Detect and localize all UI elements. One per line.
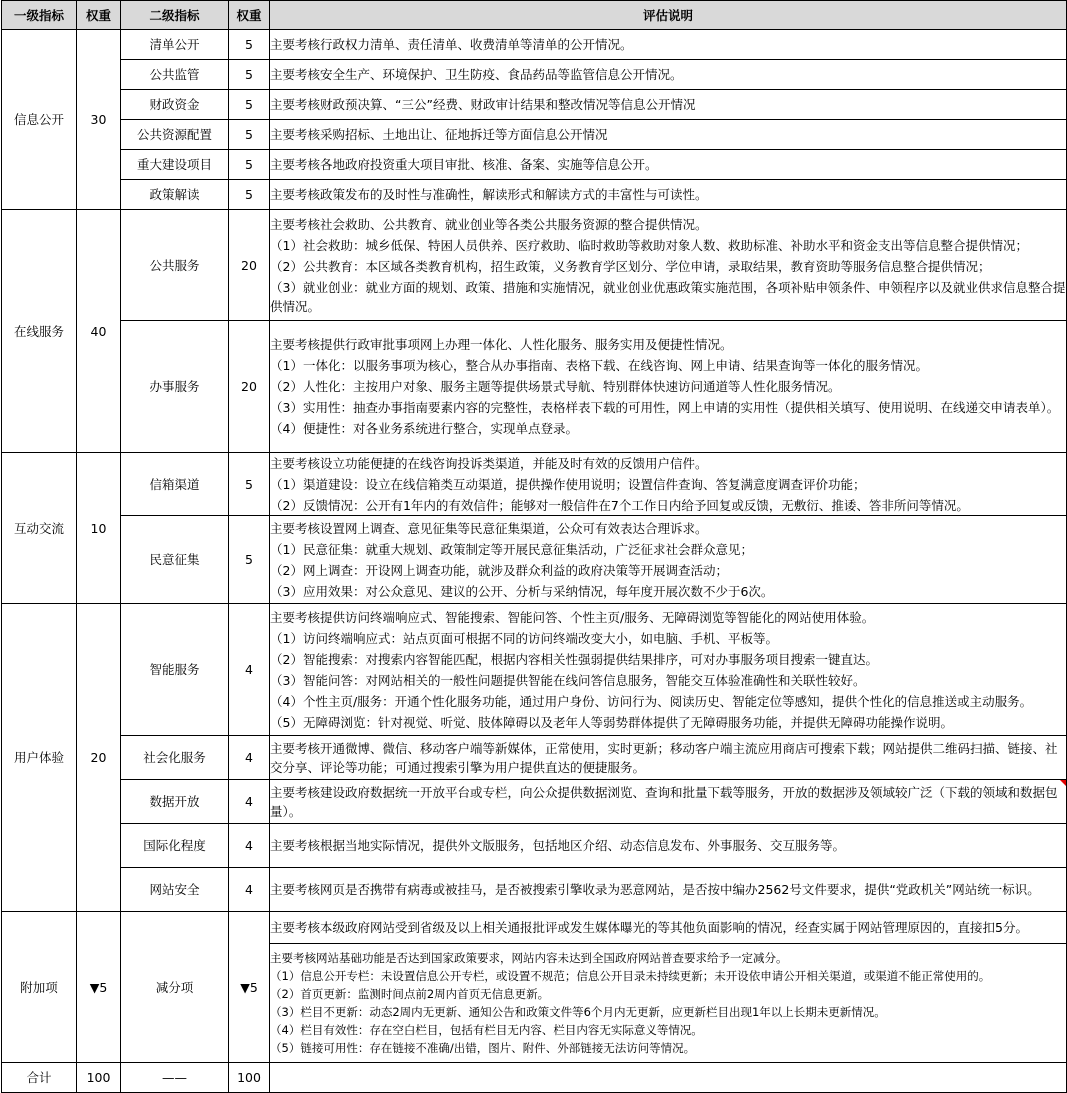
desc-line: （5）无障碍浏览：针对视觉、听觉、肢体障碍以及老年人等弱势群体提供了无障碍服务功能，并提供无障碍功能操作说明。 xyxy=(270,714,953,730)
desc-line: 主要考核开通微博、微信、移动客户端等新媒体，正常使用，实时更新；移动客户端主流应用商店可搜索下载；网站提供二维码扫描、链接、社交分享、评论等功能；可通过搜索引擎为用户提供直达的便捷服务。 xyxy=(270,740,1058,775)
desc-line: 主要考核提供行政审批事项网上办理一体化、人性化服务、服务实用及便捷性情况。 xyxy=(270,337,733,352)
desc-cell xyxy=(270,321,1067,453)
desc-cell xyxy=(270,604,1067,736)
level2-weight-cell: 4 xyxy=(229,736,270,780)
desc-line: （2）人性化：主按用户对象、服务主题等提供场景式导航、特别群体快速访问通道等人性化服务情况。 xyxy=(270,379,841,394)
desc-line: 主要考核设立功能便捷的在线咨询投诉类渠道，并能及时有效的反馈用户信件。 xyxy=(270,455,708,471)
desc-cell xyxy=(270,453,1067,516)
total-weight1: 100 xyxy=(77,1063,121,1093)
desc-cell xyxy=(270,150,1067,180)
desc-cell xyxy=(270,780,1067,824)
table-row xyxy=(2,453,1067,516)
desc-line: （2）智能搜索：对搜索内容智能匹配，根据内容相关性强弱提供结果排序，可对办事服务项目搜索一键直达。 xyxy=(270,651,878,667)
total-weight2: 100 xyxy=(229,1063,270,1093)
header-weight1: 权重 xyxy=(77,1,121,30)
level2-cell: 重大建设项目 xyxy=(121,150,229,180)
level1-weight-cell: 20 xyxy=(77,604,121,912)
table-row xyxy=(2,736,1067,780)
desc-line: （1）渠道建设：设立在线信箱类互动渠道，提供操作使用说明；设置信件查询、答复满意度调查评价功能； xyxy=(270,476,866,492)
table-row xyxy=(2,321,1067,453)
header-weight2: 权重 xyxy=(229,1,270,30)
desc-line: （2）反馈情况：公开有1年内的有效信件；能够对一般信件在7个工作日内给予回复或反馈，无敷衍、推诿、答非所问等情况。 xyxy=(270,497,969,513)
desc-cell xyxy=(270,90,1067,120)
level1-cell: 在线服务 xyxy=(2,210,77,453)
desc-cell xyxy=(270,736,1067,780)
extra-desc-b xyxy=(270,944,1067,1063)
desc-cell xyxy=(270,180,1067,210)
evaluation-table xyxy=(1,0,1067,1093)
level2-weight-cell: 20 xyxy=(229,321,270,453)
desc-line: （1）社会救助：城乡低保、特困人员供养、医疗救助、临时救助等救助对象人数、救助标准、补助水平和资金支出等信息整合提供情况； xyxy=(270,237,1028,253)
desc-line: 主要考核安全生产、环境保护、卫生防疫、食品药品等监管信息公开情况。 xyxy=(270,67,683,82)
level1-cell: 用户体验 xyxy=(2,604,77,912)
level1-cell: 互动交流 xyxy=(2,453,77,604)
level2-cell: 数据开放 xyxy=(121,780,229,824)
extra-weight1-cell: ▼5 xyxy=(77,912,121,1063)
desc-line: 主要考核行政权力清单、责任清单、收费清单等清单的公开情况。 xyxy=(270,37,633,52)
header-level1: 一级指标 xyxy=(2,1,77,30)
level2-cell: 公共监管 xyxy=(121,60,229,90)
desc-line: 主要考核采购招标、土地出让、征地拆迁等方面信息公开情况 xyxy=(270,127,608,142)
extra-level1-cell: 附加项 xyxy=(2,912,77,1063)
desc-line: 主要考核网站基础功能是否达到国家政策要求，网站内容未达到全国政府网站普查要求给予一定减分。 xyxy=(270,950,788,965)
table-row-extra-a xyxy=(2,912,1067,944)
desc-line: 主要考核社会救助、公共教育、就业创业等各类公共服务资源的整合提供情况。 xyxy=(270,216,708,232)
header-desc: 评估说明 xyxy=(270,1,1067,30)
desc-line: （3）应用效果：对公众意见、建议的公开、分析与采纳情况，每年度开展次数不少于6次。 xyxy=(270,583,774,599)
total-level2: —— xyxy=(121,1063,229,1093)
header-level2: 二级指标 xyxy=(121,1,229,30)
desc-line: 主要考核各地政府投资重大项目审批、核准、备案、实施等信息公开。 xyxy=(270,157,658,172)
level2-weight-cell: 5 xyxy=(229,120,270,150)
level2-cell: 公共资源配置 xyxy=(121,120,229,150)
desc-line: （4）个性主页/服务：开通个性化服务功能，通过用户身份、访问行为、阅读历史、智能定位等感知，提供个性化的信息推送或主动服务。 xyxy=(270,693,1033,709)
extra-desc-a: 主要考核本级政府网站受到省级及以上相关通报批评或发生媒体曝光的等其他负面影响的情况，经查实属于网站管理原因的，直接扣5分。 xyxy=(270,912,1067,944)
table-row xyxy=(2,516,1067,604)
level2-cell: 国际化程度 xyxy=(121,824,229,868)
total-desc xyxy=(270,1063,1067,1093)
level2-weight-cell: 5 xyxy=(229,90,270,120)
header-row xyxy=(2,1,1067,30)
extra-weight2-cell: ▼5 xyxy=(229,912,270,1063)
level1-weight-cell: 30 xyxy=(77,30,121,210)
level2-weight-cell: 5 xyxy=(229,516,270,604)
level2-weight-cell: 5 xyxy=(229,60,270,90)
level2-weight-cell: 5 xyxy=(229,180,270,210)
extra-level2-cell: 减分项 xyxy=(121,912,229,1063)
desc-line: 主要考核提供访问终端响应式、智能搜索、智能问答、个性主页/服务、无障碍浏览等智能化的网站使用体验。 xyxy=(270,609,875,625)
desc-line: （1）民意征集：就重大规划、政策制定等开展民意征集活动，广泛征求社会群众意见； xyxy=(270,541,753,557)
table-row xyxy=(2,780,1067,824)
desc-line: （2）网上调查：开设网上调查功能，就涉及群众利益的政府决策等开展调查活动； xyxy=(270,562,728,578)
level2-cell: 智能服务 xyxy=(121,604,229,736)
table-row xyxy=(2,90,1067,120)
table-row xyxy=(2,180,1067,210)
desc-line: 主要考核建设政府数据统一开放平台或专栏，向公众提供数据浏览、查询和批量下载等服务，开放的数据涉及领域较广泛（下载的领域和数据包量）。 xyxy=(270,784,1058,819)
desc-line: 主要考核根据当地实际情况，提供外文版服务，包括地区介绍、动态信息发布、外事服务、交互服务等。 xyxy=(270,838,846,853)
desc-line: （3）实用性：抽查办事指南要素内容的完整性，表格样表下载的可用性，网上申请的实用性（提供相关填写、使用说明、在线递交申请表单）。 xyxy=(270,400,1060,415)
table-row xyxy=(2,210,1067,321)
table-row xyxy=(2,120,1067,150)
total-label: 合计 xyxy=(2,1063,77,1093)
table-row xyxy=(2,30,1067,60)
level1-weight-cell: 10 xyxy=(77,453,121,604)
desc-line: 主要考核设置网上调查、意见征集等民意征集渠道，公众可有效表达合理诉求。 xyxy=(270,520,708,536)
desc-cell xyxy=(270,120,1067,150)
level2-cell: 社会化服务 xyxy=(121,736,229,780)
desc-line: （1）信息公开专栏：未设置信息公开专栏，或设置不规范；信息公开目录未持续更新；未开设依申请公开相关渠道，或渠道不能正常使用的。 xyxy=(270,968,991,983)
level2-weight-cell: 4 xyxy=(229,604,270,736)
level2-cell: 财政资金 xyxy=(121,90,229,120)
level2-cell: 清单公开 xyxy=(121,30,229,60)
level2-weight-cell: 4 xyxy=(229,824,270,868)
level2-cell: 公共服务 xyxy=(121,210,229,321)
level2-weight-cell: 4 xyxy=(229,868,270,912)
desc-cell xyxy=(270,868,1067,912)
desc-line: （3）栏目不更新：动态2周内无更新、通知公告和政策文件等6个月内无更新，应更新栏目出现1年以上长期未更新情况。 xyxy=(270,1004,886,1019)
desc-cell xyxy=(270,60,1067,90)
level2-cell: 民意征集 xyxy=(121,516,229,604)
desc-cell xyxy=(270,516,1067,604)
desc-line: 主要考核网页是否携带有病毒或被挂马，是否被搜索引擎收录为恶意网站，是否按中编办2562号文件要求，提供“党政机关”网站统一标识。 xyxy=(270,882,1040,897)
desc-cell xyxy=(270,210,1067,321)
level2-weight-cell: 5 xyxy=(229,150,270,180)
desc-line: （1）访问终端响应式：站点页面可根据不同的访问终端改变大小，如电脑、手机、平板等。 xyxy=(270,630,778,646)
desc-line: 主要考核政策发布的及时性与准确性，解读形式和解读方式的丰富性与可读性。 xyxy=(270,187,708,202)
level2-weight-cell: 4 xyxy=(229,780,270,824)
desc-line: （5）链接可用性：存在链接不准确/出错，图片、附件、外部链接无法访问等情况。 xyxy=(270,1040,696,1055)
table-row xyxy=(2,868,1067,912)
desc-line: 主要考核财政预决算、“三公”经费、财政审计结果和整改情况等信息公开情况 xyxy=(270,97,696,112)
level2-weight-cell: 20 xyxy=(229,210,270,321)
level2-cell: 政策解读 xyxy=(121,180,229,210)
level1-cell: 信息公开 xyxy=(2,30,77,210)
desc-line: （2）首页更新：监测时间点前2周内首页无信息更新。 xyxy=(270,986,550,1001)
table-row xyxy=(2,60,1067,90)
desc-cell xyxy=(270,824,1067,868)
level2-weight-cell: 5 xyxy=(229,453,270,516)
table-body xyxy=(2,30,1067,1093)
table-row xyxy=(2,604,1067,736)
desc-cell xyxy=(270,30,1067,60)
desc-line: （3）智能问答：对网站相关的一般性问题提供智能在线问答信息服务，智能交互体验准确性和关联性较好。 xyxy=(270,672,866,688)
desc-line: （3）就业创业：就业方面的规划、政策、措施和实施情况，就业创业优惠政策实施范围，各项补贴申领条件、申领程序以及就业供求信息整合提供情况。 xyxy=(270,279,1066,314)
level2-cell: 办事服务 xyxy=(121,321,229,453)
desc-line: （1）一体化：以服务事项为核心，整合从办事指南、表格下载、在线咨询、网上申请、结果查询等一体化的服务情况。 xyxy=(270,358,928,373)
level2-weight-cell: 5 xyxy=(229,30,270,60)
desc-line: （4）栏目有效性：存在空白栏目，包括有栏目无内容、栏目内容无实际意义等情况。 xyxy=(270,1022,703,1037)
desc-line: （4）便捷性：对各业务系统进行整合，实现单点登录。 xyxy=(270,421,578,436)
desc-line: （2）公共教育：本区域各类教育机构，招生政策，义务教育学区划分、学位申请，录取结果，教育资助等服务信息整合提供情况； xyxy=(270,258,991,274)
table-row-total xyxy=(2,1063,1067,1093)
level2-cell: 网站安全 xyxy=(121,868,229,912)
level2-cell: 信箱渠道 xyxy=(121,453,229,516)
comment-marker xyxy=(1060,780,1066,786)
table-row xyxy=(2,150,1067,180)
level1-weight-cell: 40 xyxy=(77,210,121,453)
table-row xyxy=(2,824,1067,868)
